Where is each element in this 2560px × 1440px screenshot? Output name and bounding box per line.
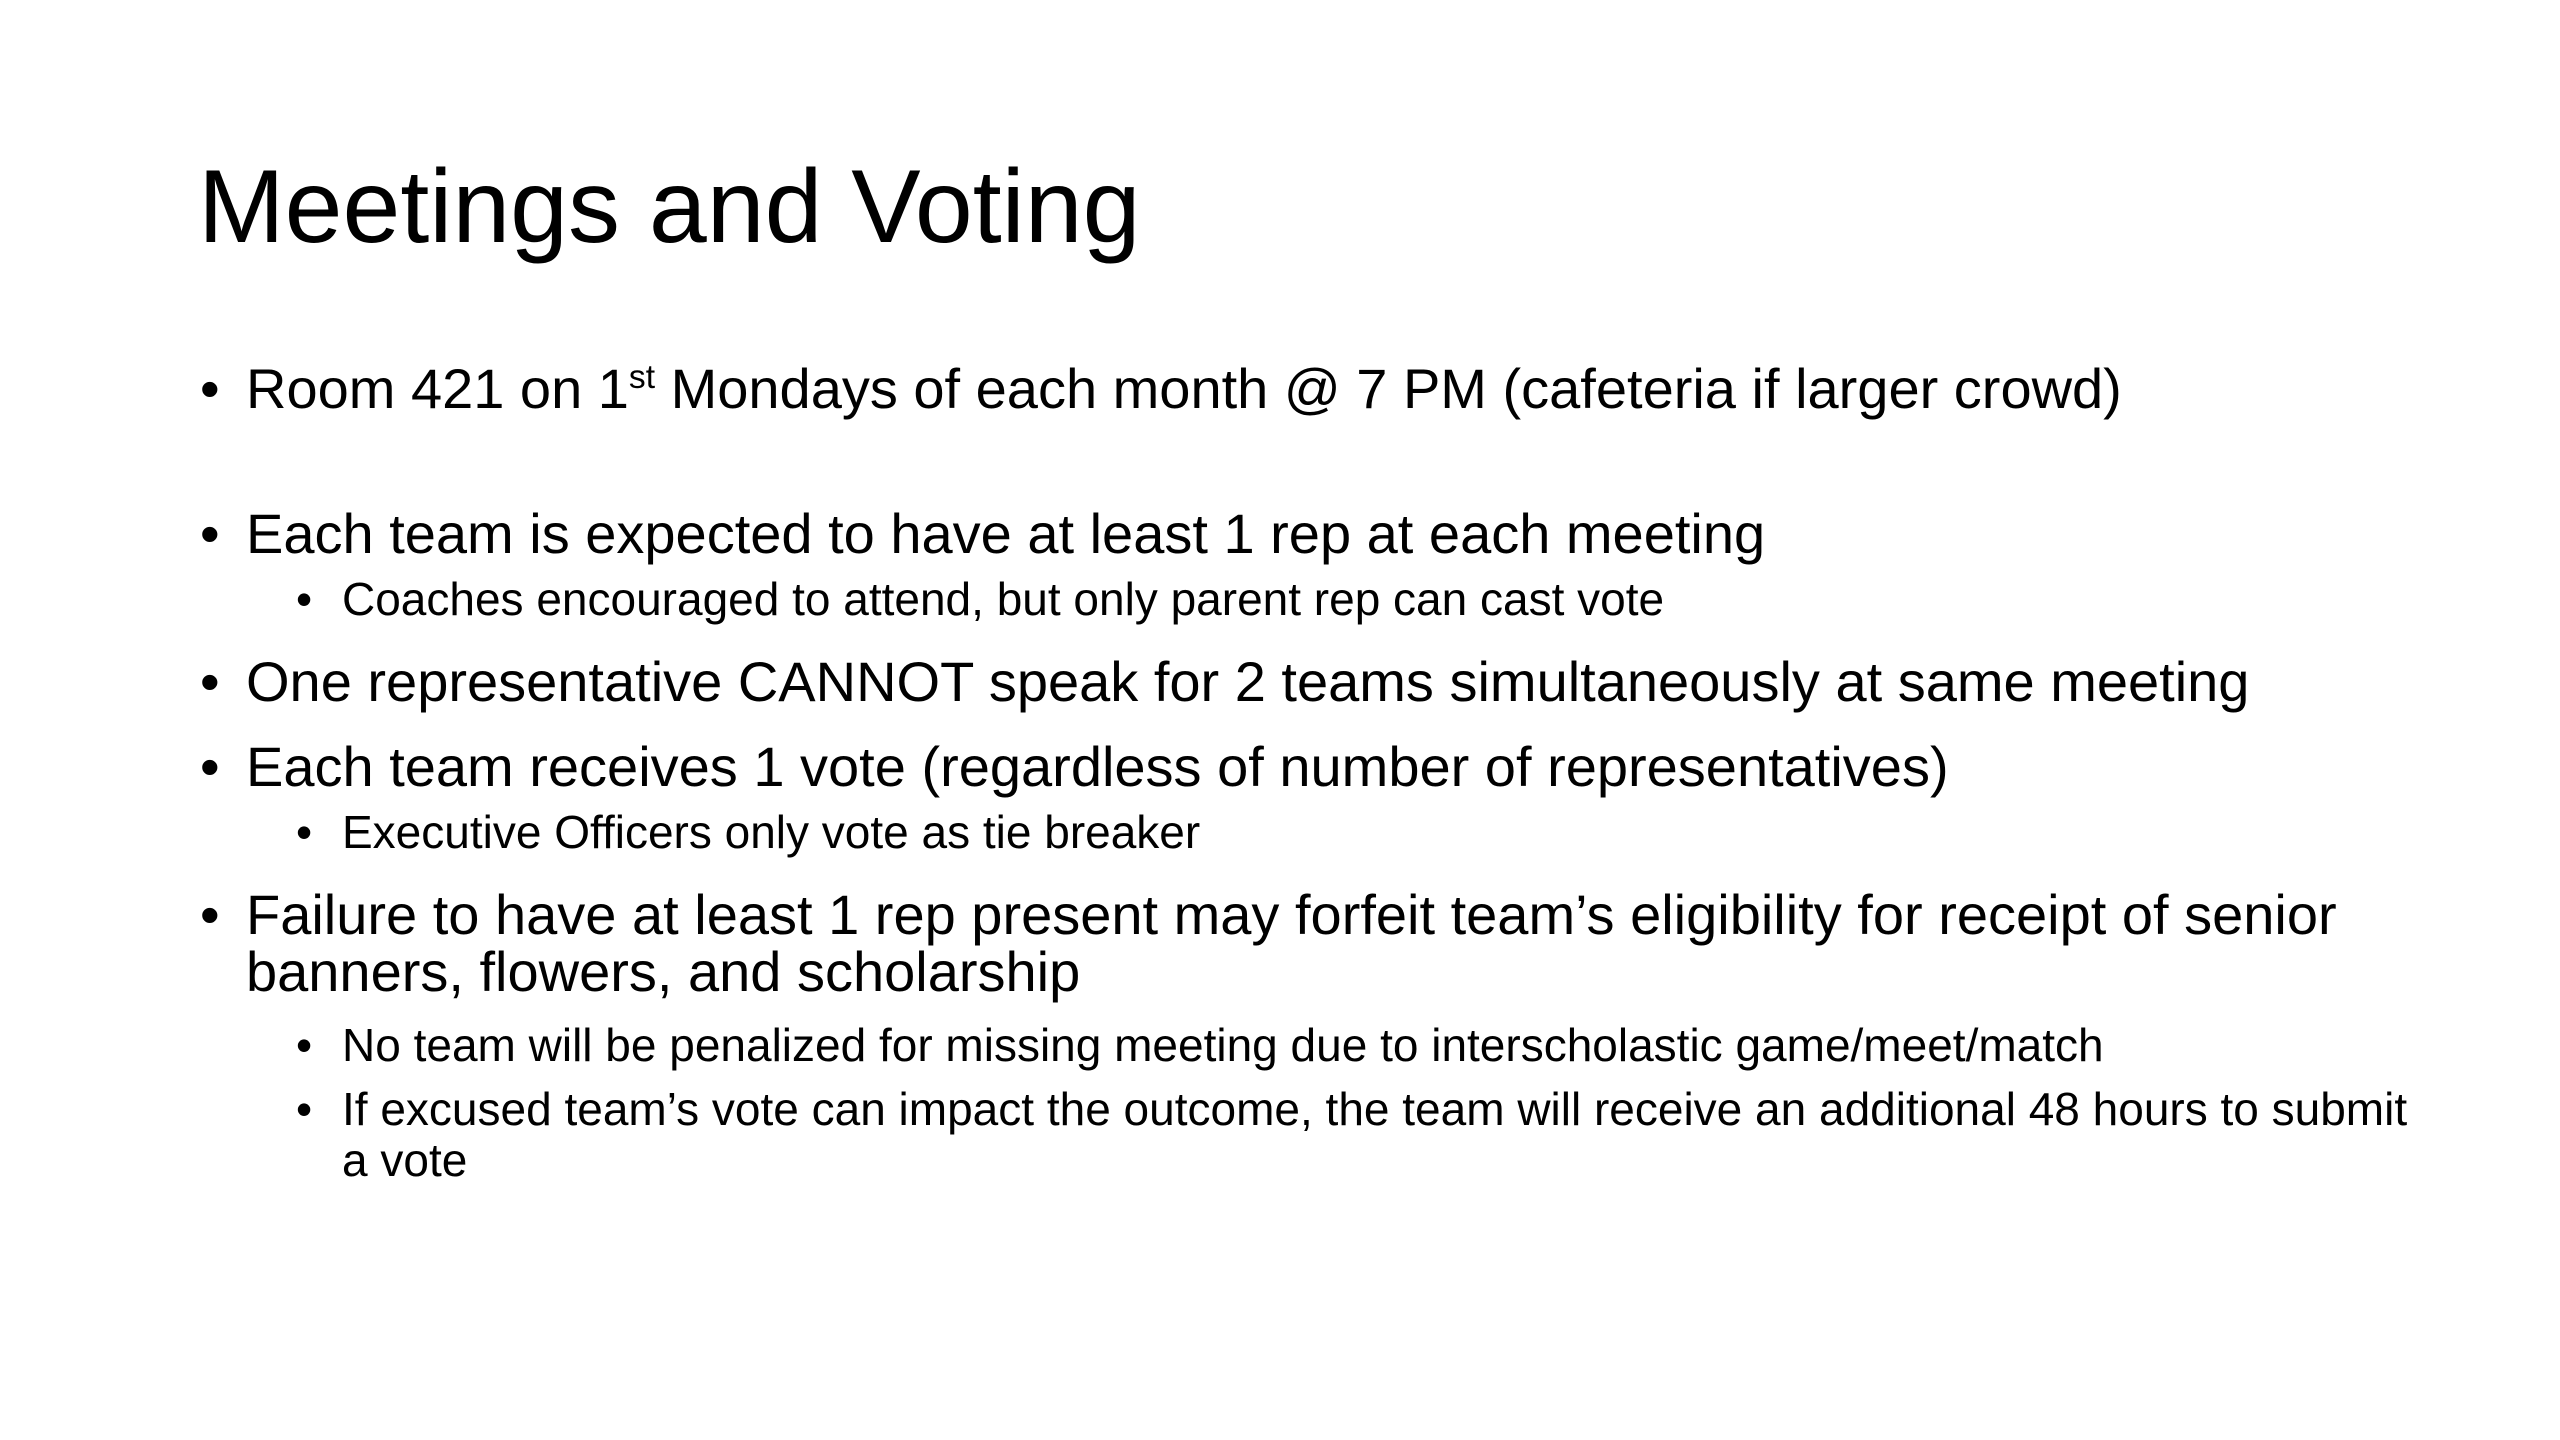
sub-bullet-dot: • [296, 573, 313, 626]
bullet-failure-to-attend [198, 882, 2438, 1003]
sub-bullet-text: No team will be penalized for missing meeting due to interscholastic game/meet/match [342, 1018, 2104, 1071]
bullet-text: Failure to have at least 1 rep present may forfeit team’s eligibility for receipt of senior banners, flowers, and scholarship [246, 882, 2337, 1003]
bullet-text: One representative CANNOT speak for 2 teams simultaneously at same meeting [246, 649, 2250, 713]
sub-bullet-no-penalty [294, 1020, 2438, 1071]
bullet-dot: • [200, 502, 220, 566]
sub-bullet-executive-officers [294, 807, 2438, 858]
slide-title: Meetings and Voting [198, 149, 1141, 265]
bullet-text: Each team receives 1 vote (regardless of number of representatives) [246, 734, 1949, 798]
bullet-one-representative [198, 649, 2438, 713]
bullet-meeting-location [198, 357, 2438, 420]
bullet-dot: • [200, 649, 220, 713]
bullet-text-part2: Mondays of each month @ 7 PM (cafeteria if larger crowd) [655, 357, 2122, 420]
bullet-dot: • [200, 734, 220, 798]
sub-bullet-excused-vote [294, 1084, 2438, 1185]
bullet-dot: • [200, 357, 220, 420]
bullet-text-part1: Room 421 on 1 [246, 357, 629, 420]
ordinal-suffix: st [628, 358, 656, 396]
slide-content [198, 357, 2438, 1187]
sub-bullet-dot: • [296, 1018, 313, 1071]
bullet-team-rep-expected [198, 502, 2438, 566]
sub-bullet-dot: • [296, 806, 313, 859]
sub-bullet-text: Coaches encouraged to attend, but only parent rep can cast vote [342, 573, 1665, 626]
sub-bullet-coaches [294, 574, 2438, 625]
bullet-dot: • [200, 882, 220, 946]
bullet-team-vote [198, 734, 2438, 798]
sub-bullet-text: If excused team’s vote can impact the outcome, the team will receive an additional 48 hours to submit a vote [342, 1083, 2408, 1187]
sub-bullet-text: Executive Officers only vote as tie breaker [342, 806, 1201, 859]
bullet-text: Each team is expected to have at least 1 rep at each meeting [246, 502, 1766, 566]
sub-bullet-dot: • [296, 1083, 313, 1136]
